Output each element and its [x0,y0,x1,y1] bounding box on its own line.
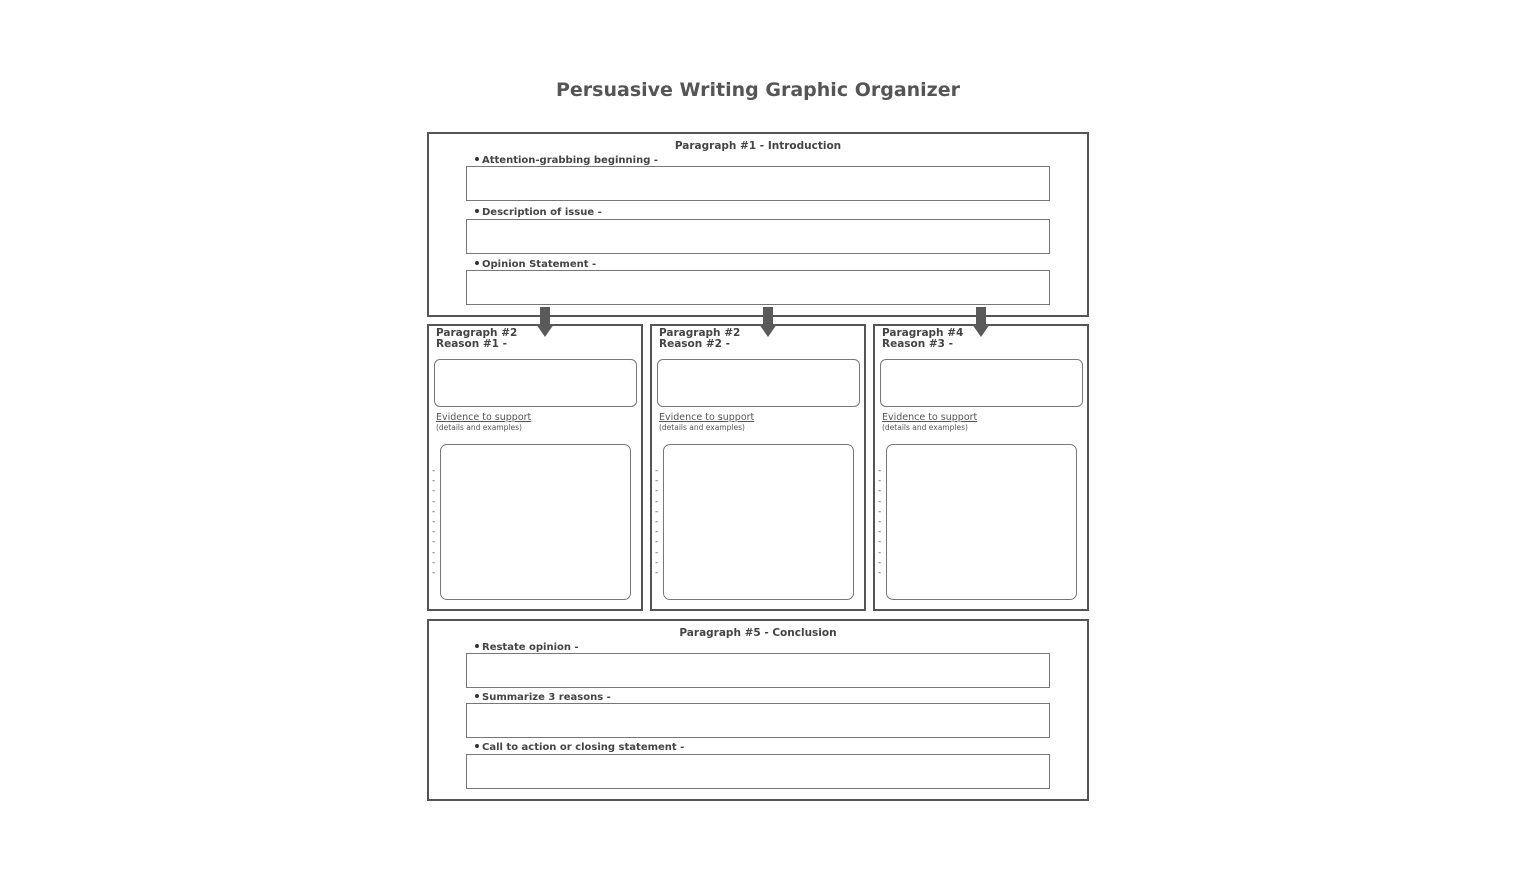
evidence-sublabel: (details and examples) [882,423,968,432]
evidence-input-1[interactable] [440,444,631,600]
dash-mark: - [655,527,659,538]
reason-label: Reason #3 - [882,338,954,350]
dash-mark: - [432,527,436,538]
intro-panel [427,132,1089,317]
dash-mark: - [655,547,659,558]
evidence-input-3[interactable] [886,444,1077,600]
reason-label: Reason #2 - [659,338,731,350]
dash-mark: - [878,537,882,548]
conclusion-field-label-call-to-action: Call to action or closing statement - [475,742,684,753]
reason-input-1[interactable] [434,359,637,407]
dash-mark: - [655,517,659,528]
dash-mark: - [878,496,882,507]
dash-mark: - [878,557,882,568]
evidence-label: Evidence to support [882,412,978,423]
dash-mark: - [432,537,436,548]
bullet-icon [475,644,479,648]
dash-mark: - [878,527,882,538]
dash-mark: - [655,568,659,579]
conclusion-field-label-restate: Restate opinion - [475,642,579,653]
bullet-icon [475,157,479,161]
reason-input-2[interactable] [657,359,860,407]
reason-heading-1 [436,328,517,350]
summarize-reasons-input[interactable] [466,703,1050,738]
dash-mark: - [655,486,659,497]
paragraph-label: Paragraph #2 [659,327,741,339]
dash-column [432,466,435,578]
evidence-input-2[interactable] [663,444,854,600]
description-input[interactable] [466,219,1050,254]
dash-mark: - [878,506,882,517]
bullet-icon [475,261,479,265]
bullet-icon [475,694,479,698]
reason-heading-2 [659,328,740,350]
dash-mark: - [878,547,882,558]
dash-mark: - [655,496,659,507]
dash-mark: - [878,486,882,497]
dash-mark: - [878,476,882,487]
bullet-icon [475,744,479,748]
opinion-input[interactable] [466,270,1050,305]
evidence-sublabel: (details and examples) [659,423,745,432]
dash-mark: - [655,466,659,476]
dash-mark: - [432,496,436,507]
bullet-icon [475,209,479,213]
dash-column [878,466,881,578]
reason-input-3[interactable] [880,359,1083,407]
evidence-sublabel: (details and examples) [436,423,522,432]
dash-mark: - [655,557,659,568]
dash-mark: - [432,506,436,517]
evidence-label: Evidence to support [659,412,755,423]
reason-panel-3 [873,324,1089,611]
dash-mark: - [432,486,436,497]
intro-heading: Paragraph #1 - Introduction [674,140,842,152]
conclusion-field-label-summarize: Summarize 3 reasons - [475,692,611,703]
intro-field-label-description: Description of issue - [475,207,602,218]
dash-mark: - [432,466,436,476]
restate-opinion-input[interactable] [466,653,1050,688]
dash-mark: - [432,547,436,558]
attention-grabbing-input[interactable] [466,166,1050,201]
evidence-label: Evidence to support [436,412,532,423]
reason-heading-3 [882,328,963,350]
conclusion-panel [427,619,1089,801]
page-title: Persuasive Writing Graphic Organizer [556,79,960,101]
closing-statement-input[interactable] [466,754,1050,789]
intro-field-label-attention: Attention-grabbing beginning - [475,155,658,166]
dash-mark: - [432,476,436,487]
dash-mark: - [655,506,659,517]
reason-label: Reason #1 - [436,338,508,350]
dash-mark: - [432,517,436,528]
reason-panel-1 [427,324,643,611]
down-arrow-icon [536,307,554,338]
dash-column [655,466,658,578]
dash-mark: - [432,557,436,568]
paragraph-label: Paragraph #4 [882,327,964,339]
dash-mark: - [878,517,882,528]
dash-mark: - [878,466,882,476]
dash-mark: - [432,568,436,579]
paragraph-label: Paragraph #2 [436,327,518,339]
down-arrow-icon [759,307,777,338]
dash-mark: - [655,537,659,548]
intro-field-label-opinion: Opinion Statement - [475,259,596,270]
reason-panel-2 [650,324,866,611]
down-arrow-icon [972,307,990,338]
dash-mark: - [878,568,882,579]
dash-mark: - [655,476,659,487]
conclusion-heading: Paragraph #5 - Conclusion [679,627,837,639]
